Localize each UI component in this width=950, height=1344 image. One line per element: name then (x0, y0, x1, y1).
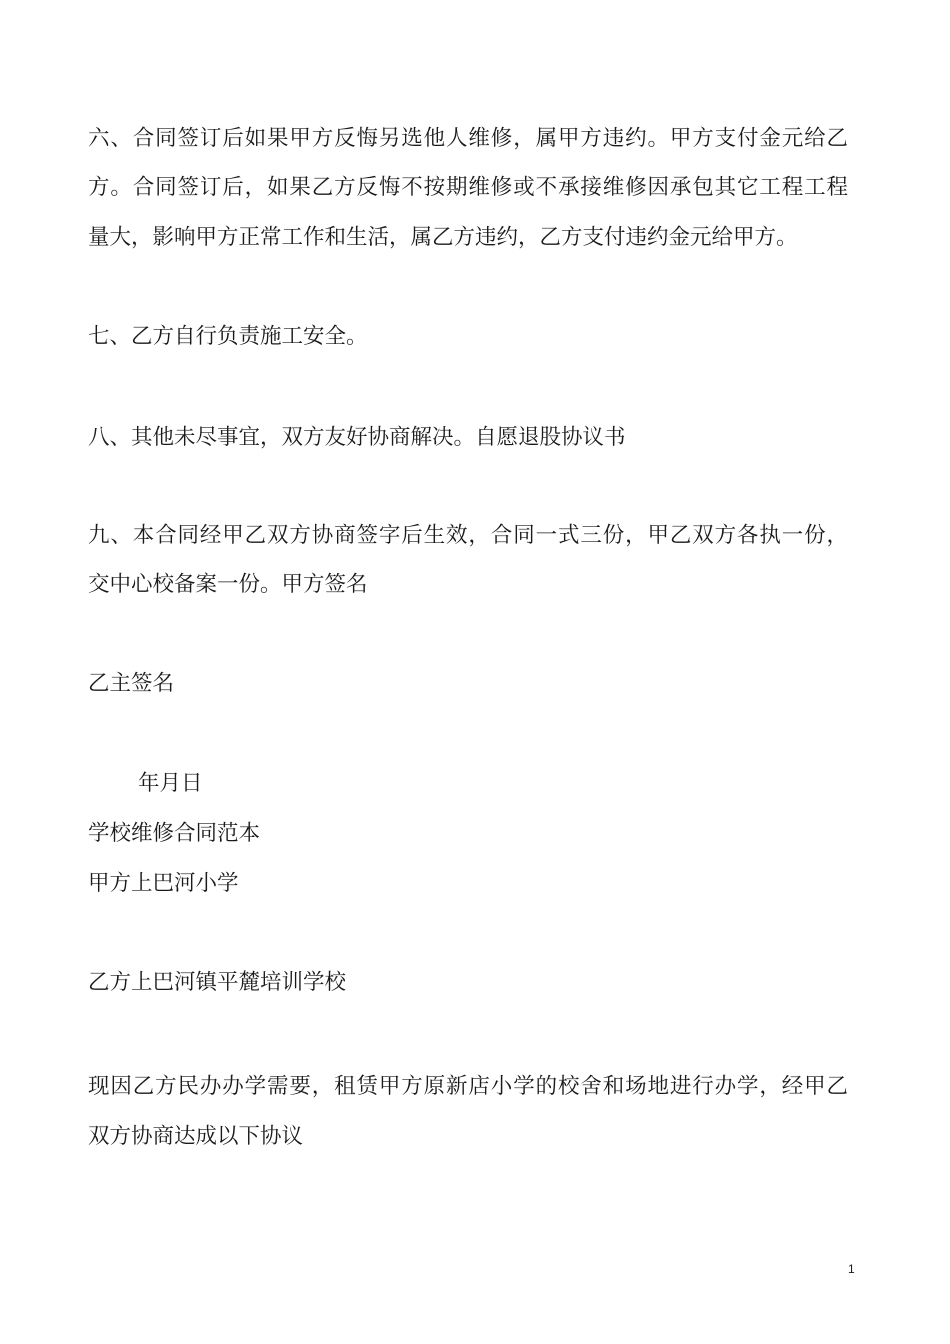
clause-7: 七、乙方自行负责施工安全。 (88, 324, 368, 349)
party-b-line: 乙方上巴河镇平麓培训学校 (88, 970, 347, 995)
party-a-line: 甲方上巴河小学 (88, 871, 239, 896)
clause-8: 八、其他未尽事宜，双方友好协商解决。自愿退股协议书 (88, 425, 626, 450)
date-line: 年月日 (138, 771, 203, 796)
clause-6-line-3: 量大，影响甲方正常工作和生活，属乙方违约，乙方支付违约金元给甲方。 (88, 225, 798, 250)
intro-line-2: 双方协商达成以下协议 (88, 1124, 304, 1149)
clause-9-line-2: 交中心校备案一份。甲方签名 (88, 572, 368, 597)
second-document-title: 学校维修合同范本 (88, 821, 261, 846)
clause-6-line-2: 方。合同签订后，如果乙方反悔不按期维修或不承接维修因承包其它工程工程 (88, 175, 848, 200)
page-number: 1 (848, 1262, 855, 1276)
clause-6-line-1: 六、合同签订后如果甲方反悔另选他人维修，属甲方违约。甲方支付金元给乙 (88, 126, 848, 151)
party-b-signature-label: 乙主签名 (88, 671, 175, 696)
clause-9-line-1: 九、本合同经甲乙双方协商签字后生效，合同一式三份，甲乙双方各执一份， (88, 523, 848, 548)
intro-line-1: 现因乙方民办办学需要，租赁甲方原新店小学的校舍和场地进行办学，经甲乙 (88, 1074, 848, 1099)
